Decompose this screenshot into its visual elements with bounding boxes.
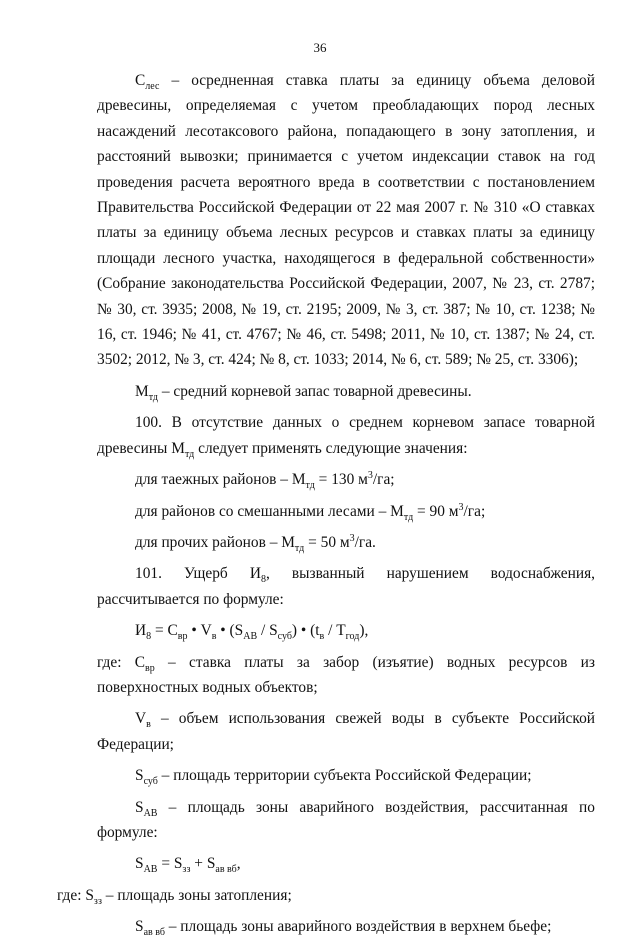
paragraph-szz-definition: где: $S_{зз}$ – площадь зоны затопления;: [57, 886, 292, 907]
paragraph-sav-definition: $S_{АВ}$ – площадь зоны аварийного воздействия, рассчитанная по формуле:: [97, 798, 595, 841]
value-mixed-forest: для районов со смешанными лесами – $М_{тд} = 90$ $м^3/га$;: [135, 501, 486, 523]
page-number: 36: [313, 40, 327, 55]
paragraph-savvb-definition: $S_{ав вб}$ – площадь зоны аварийного воздействия в верхнем бьефе;: [135, 918, 552, 939]
paragraph-cvr-definition: где: $С_{вр}$ – ставка платы за забор (изъятие) водных ресурсов из поверхностных водных объектов;: [97, 653, 595, 696]
value-other: для прочих районов – $М_{тд} = 50$ $м^3/га$.: [135, 532, 376, 554]
paragraph-100: 100. В отсутствие данных о среднем корневом запасе товарной древесины $М_{тд}$ следует применять следующие значения:: [97, 414, 595, 460]
formula-i8: $И_8 = С_{вр}$ • $V_в$ • $(S_{АВ} / S_{суб})$ • $(t_в / T_{год})$,: [135, 622, 369, 643]
value-taiga: для таежных районов – $М_{тд} = 130$ $м^3/га$;: [135, 469, 395, 492]
paragraph-101: 101. Ущерб $И_8$, вызванный нарушением водоснабжения, рассчитывается по формуле:: [97, 565, 595, 608]
document-body: [57, 68, 595, 940]
formula-sav: $S_{АВ} = S_{зз} + S_{ав вб}$,: [135, 855, 241, 876]
paragraph-vv-definition: $V_в$ – объем использования свежей воды в субъекте Российской Федерации;: [97, 710, 595, 753]
paragraph-ssub-definition: $S_{суб}$ – площадь территории субъекта Российской Федерации;: [135, 767, 532, 788]
paragraph-clec-definition: $С_{лес}$ – осредненная ставка платы за единицу объема деловой древесины, определяемая с учетом преобладающих пород лесных насаждений лесотаксового района, попадающего в зону затопления, и расстояний вывозки; принимается с учетом индексации ставок на год проведения расчета вероятного вреда в соответствии с постановлением Правительства Российской Федерации от 22 мая 2007 г. № 310 «О ставках платы за единицу объема лесных ресурсов и ставках платы за единицу площади лесного участка, находящегося в федеральной собственности» (Собрание законодательства Российской Федерации, 2007, № 23, ст. 2787; № 30, ст. 3935; 2008, № 19, ст. 2195; 2009, № 3, ст. 387; № 10, ст. 1238; № 16, ст. 1946; № 41, ст. 4767; № 46, ст. 5498; 2011, № 10, ст. 1387; № 24, ст. 3502; 2012, № 3, ст. 424; № 8, ст. 1033; 2014, № 6, ст. 589; № 25, ст. 3306);: [97, 72, 595, 369]
paragraph-mtd-definition: $М_{тд}$ – средний корневой запас товарной древесины.: [135, 382, 472, 403]
